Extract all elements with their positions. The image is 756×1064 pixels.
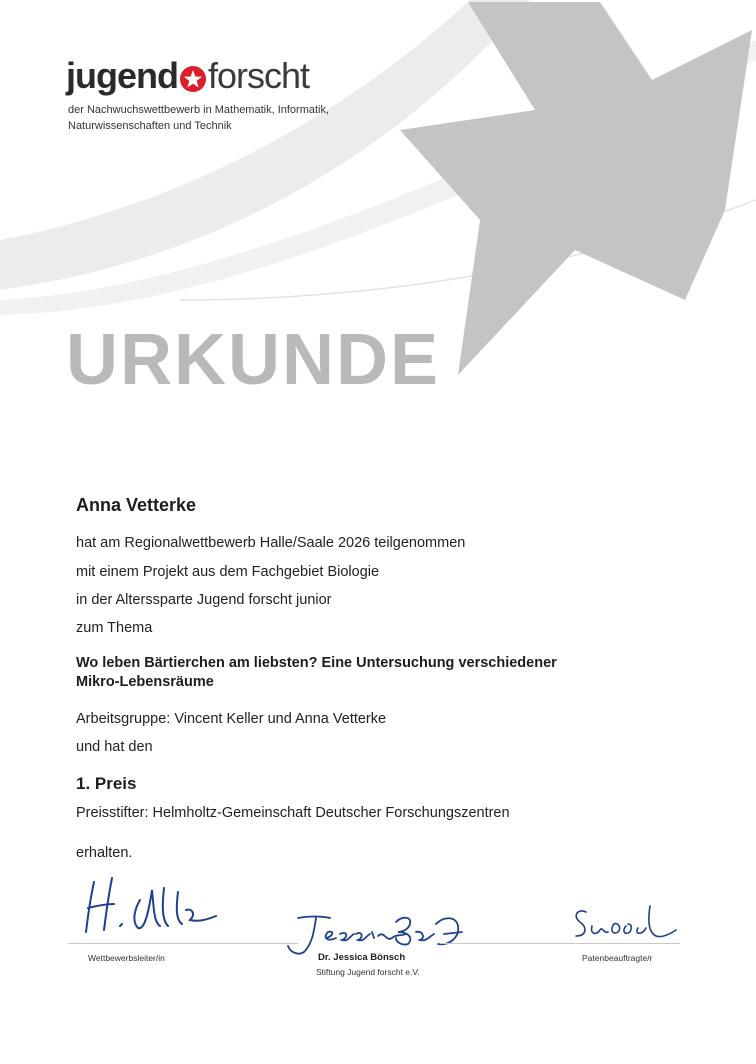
project-topic-line-2: Mikro-Lebensräume bbox=[76, 674, 214, 690]
subject-line: mit einem Projekt aus dem Fachgebiet Biologie bbox=[76, 564, 380, 580]
logo-word-bold: jugend bbox=[66, 55, 178, 96]
participation-line: hat am Regionalwettbewerb Halle/Saale 2026 teilgenommen bbox=[76, 535, 466, 551]
caption-right: Patenbeauftragte/r bbox=[582, 953, 653, 963]
caption-left: Wettbewerbsleiter/in bbox=[88, 953, 165, 963]
signature-left bbox=[82, 870, 222, 940]
signature-name-center: Dr. Jessica Bönsch bbox=[318, 952, 406, 963]
certificate-title: URKUNDE bbox=[66, 320, 440, 400]
recipient-name: Anna Vetterke bbox=[76, 495, 197, 515]
prize-sponsor-line: Preisstifter: Helmholtz-Gemeinschaft Deutscher Forschungszentren bbox=[76, 805, 510, 821]
work-group-line: Arbeitsgruppe: Vincent Keller und Anna Vetterke bbox=[76, 711, 387, 727]
prize-title: 1. Preis bbox=[76, 774, 137, 793]
logo-star-icon bbox=[180, 66, 206, 92]
jugend-forscht-logo bbox=[66, 56, 309, 96]
caption-center: Stiftung Jugend forscht e.V. bbox=[316, 967, 420, 977]
tagline-line-2: Naturwissenschaften und Technik bbox=[68, 120, 232, 132]
project-topic bbox=[76, 654, 676, 692]
project-topic-line-1: Wo leben Bärtierchen am liebsten? Eine Untersuchung verschiedener bbox=[76, 655, 557, 671]
tagline bbox=[68, 102, 368, 134]
age-group-line: in der Alterssparte Jugend forscht junior bbox=[76, 592, 332, 608]
tagline-line-1: der Nachwuchswettbewerb in Mathematik, Informatik, bbox=[68, 104, 330, 116]
received-line: erhalten. bbox=[76, 845, 133, 861]
topic-label: zum Thema bbox=[76, 620, 153, 636]
signature-line-right bbox=[440, 943, 680, 944]
and-has-line: und hat den bbox=[76, 739, 153, 755]
logo-word-light: forscht bbox=[207, 55, 310, 96]
signature-line-left bbox=[68, 943, 298, 944]
